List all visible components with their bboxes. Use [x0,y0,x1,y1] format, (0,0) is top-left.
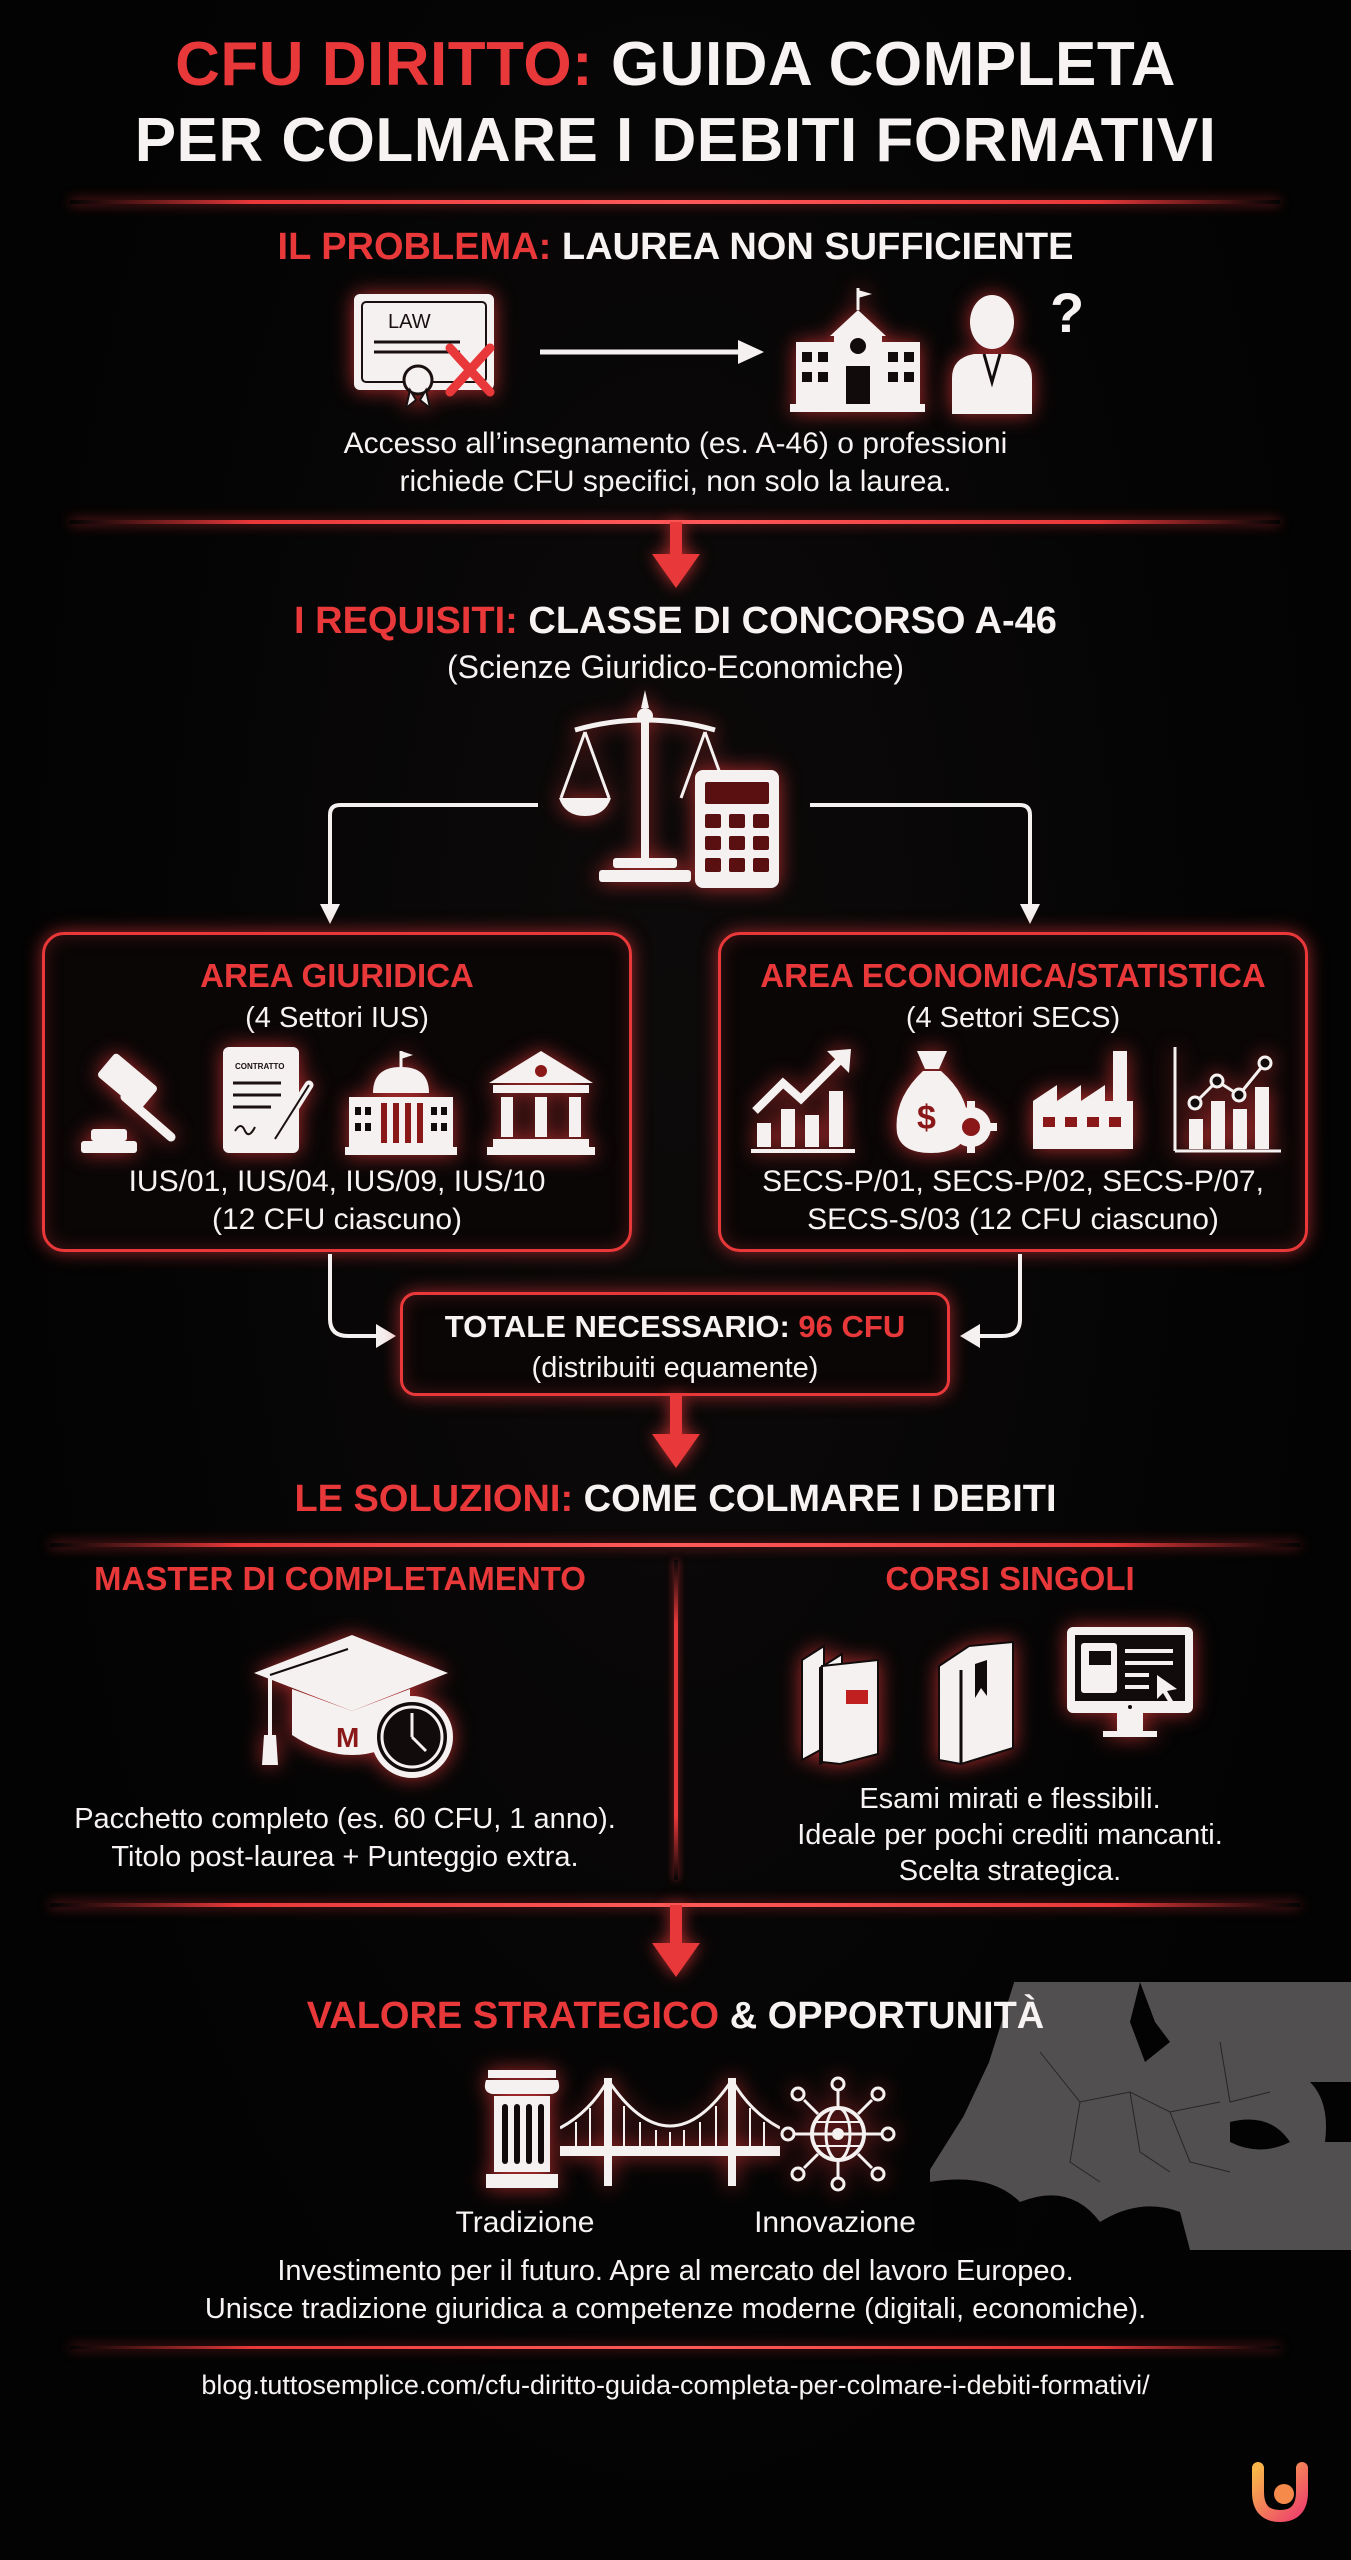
factory-icon [1029,1045,1141,1157]
area-subtitle: (4 Settori SECS) [905,1002,1121,1034]
book-bookmark-icon [935,1640,1015,1765]
total-label-text: TOTALE NECESSARIO: [444,1309,790,1344]
area-title: AREA ECONOMICA/STATISTICA [760,957,1266,994]
growth-chart-icon [749,1045,857,1157]
courthouse-icon [485,1047,597,1157]
value-heading [0,1995,1351,2038]
vertical-divider [674,1560,678,1880]
area-giuridica-card [42,932,632,1252]
requirements-subheading: (Scienze Giuridico-Economiche) [446,649,905,685]
area-economica-card [718,932,1308,1252]
total-label [403,1309,947,1345]
down-arrow-icon [650,1396,702,1470]
graduation-cap-icon [252,1615,462,1780]
solution-title: MASTER DI COMPLETAMENTO [94,1560,586,1597]
solution-title: CORSI SINGOLI [885,1560,1135,1597]
gavel-icon [73,1047,183,1157]
solution-text-1: Esami mirati e flessibili. [859,1783,1161,1815]
svg-text:$: $ [917,1099,936,1137]
law-diploma-rejected-icon [350,290,510,410]
contract-icon [215,1043,315,1158]
solution-text-2: Ideale per pochi crediti mancanti. [797,1819,1223,1851]
heading-accent: LE SOLUZIONI: [294,1478,574,1520]
books-icon [800,1640,880,1765]
divider [70,200,1280,204]
solution-text-3: Scelta strategica. [898,1855,1122,1887]
bridge-icon [560,2072,780,2190]
heading-rest: COME COLMARE I DEBITI [583,1478,1057,1520]
statistics-chart-icon [1171,1045,1283,1157]
branch-arrows [320,800,1050,930]
area-subtitle: (4 Settori IUS) [245,1002,429,1034]
problem-text-1: Accesso all’insegnamento (es. A-46) o professioni [343,427,1008,460]
digital-globe-network-icon [778,2076,898,2194]
svg-text:CONTRATTO: CONTRATTO [235,1062,285,1071]
total-note: (distribuiti equamente) [531,1352,819,1384]
problem-heading [0,226,1351,269]
heading-accent: I REQUISITI: [294,600,518,642]
solution-text-2: Titolo post-laurea + Punteggio extra. [111,1841,579,1873]
column-icon [482,2068,562,2190]
heading-accent: IL PROBLEMA: [277,226,552,268]
page-title [0,28,1351,102]
money-bag-gear-icon [887,1043,999,1159]
down-arrow-icon [650,1905,702,1979]
heading-rest: & OPPORTUNITÀ [729,1995,1045,2037]
tuttosemplice-logo[interactable] [1250,2460,1310,2522]
heading-accent: VALORE STRATEGICO [306,1995,720,2037]
area-sectors-1: SECS-P/01, SECS-P/02, SECS-P/07, [762,1165,1264,1198]
area-sectors-2: SECS-S/03 (12 CFU ciascuno) [807,1203,1219,1236]
heading-rest: LAUREA NON SUFFICIENTE [561,226,1074,268]
value-text-1: Investimento per il futuro. Apre al mercato del lavoro Europeo. [277,2255,1074,2287]
problem-text-2: richiede CFU specifici, non solo la laurea. [399,465,952,498]
value-text-2: Unisce tradizione giuridica a competenze moderne (digitali, economiche). [204,2293,1147,2325]
school-building-icon [790,286,925,414]
source-url-link[interactable]: blog.tuttosemplice.com/cfu-diritto-guida-completa-per-colmare-i-debiti-formativi/ [201,2370,1150,2400]
online-course-monitor-icon [1065,1625,1195,1745]
parliament-icon [345,1047,457,1157]
arrow-right-icon [538,337,768,367]
svg-text:M: M [336,1722,360,1753]
area-sectors-1: IUS/01, IUS/04, IUS/09, IUS/10 [128,1165,546,1198]
total-card [400,1292,950,1396]
heading-rest: CLASSE DI CONCORSO A-46 [528,600,1057,642]
divider [50,1543,1300,1547]
down-arrow-icon [650,522,702,590]
tradition-label: Tradizione [455,2206,595,2239]
solution-text-1: Pacchetto completo (es. 60 CFU, 1 anno). [74,1803,616,1835]
question-mark-icon: ? [1050,281,1085,344]
page-title-line2: PER COLMARE I DEBITI FORMATIVI [134,106,1217,175]
title-accent: CFU DIRITTO: [175,30,594,99]
solutions-heading [0,1478,1351,1521]
total-value: 96 CFU [798,1309,906,1344]
svg-text:LAW: LAW [388,311,431,333]
professional-person-icon [948,292,1048,414]
innovation-label: Innovazione [754,2206,916,2239]
divider [70,2346,1280,2349]
area-title: AREA GIURIDICA [200,957,474,994]
title-rest: GUIDA COMPLETA [610,30,1176,99]
area-sectors-2: (12 CFU ciascuno) [211,1203,463,1236]
requirements-heading [0,600,1351,643]
